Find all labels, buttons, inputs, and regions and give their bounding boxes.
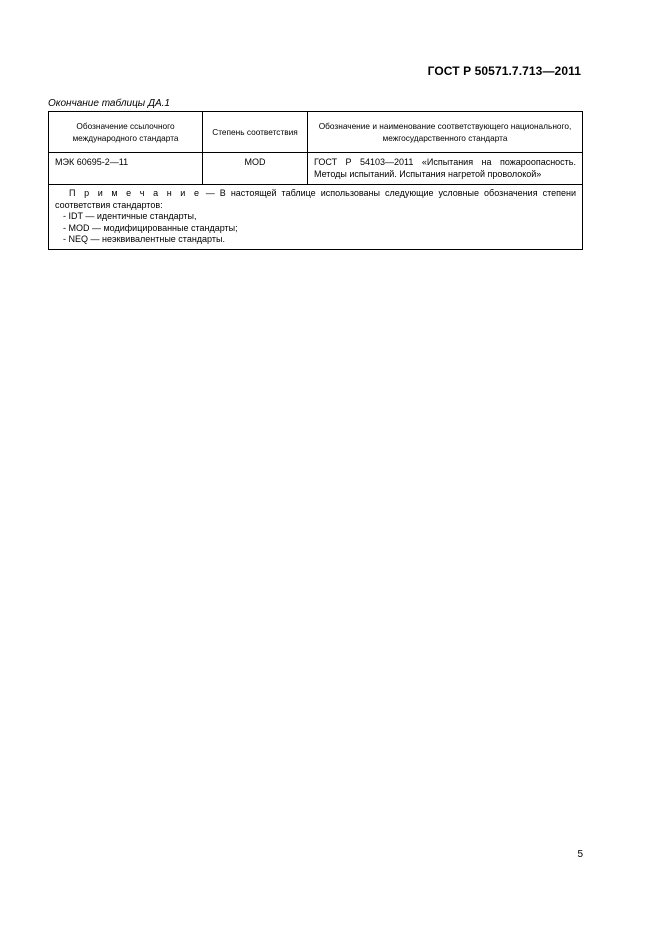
page-number: 5 [577,849,583,860]
note-list-item: - IDT — идентичные стандарты, [63,211,197,221]
table-row [49,153,583,185]
note-paragraph [55,188,576,211]
table-note [49,185,583,250]
note-text: — В настоящей таблице использованы следующие условные обозначения степени соответствия стандартов: [55,188,576,210]
cell-degree: MOD [203,153,308,185]
note-list [55,211,576,246]
table-caption: Окончание таблицы ДА.1 [48,98,170,109]
note-list-item: - MOD — модифицированные стандарты; [63,222,238,233]
standards-table [48,111,583,250]
cell-reference-standard: МЭК 60695-2—11 [49,153,203,185]
note-row [49,185,583,250]
cell-national-standard: ГОСТ Р 54103—2011 «Испытания на пожароопасность. Методы испытаний. Испытания нагретой проволокой» [308,153,583,185]
column-header-degree: Степень соответствия [203,112,308,153]
note-list-item: - NEQ — неэквивалентные стандарты. [63,234,225,244]
column-header-reference-standard: Обозначение ссылочного международного стандарта [49,112,203,153]
note-label: П р и м е ч а н и е [69,188,201,198]
document-code: ГОСТ Р 50571.7.713—2011 [427,64,581,78]
column-header-national-standard: Обозначение и наименование соответствующего национального, межгосударственного стандарта [308,112,583,153]
table-header-row [49,112,583,153]
